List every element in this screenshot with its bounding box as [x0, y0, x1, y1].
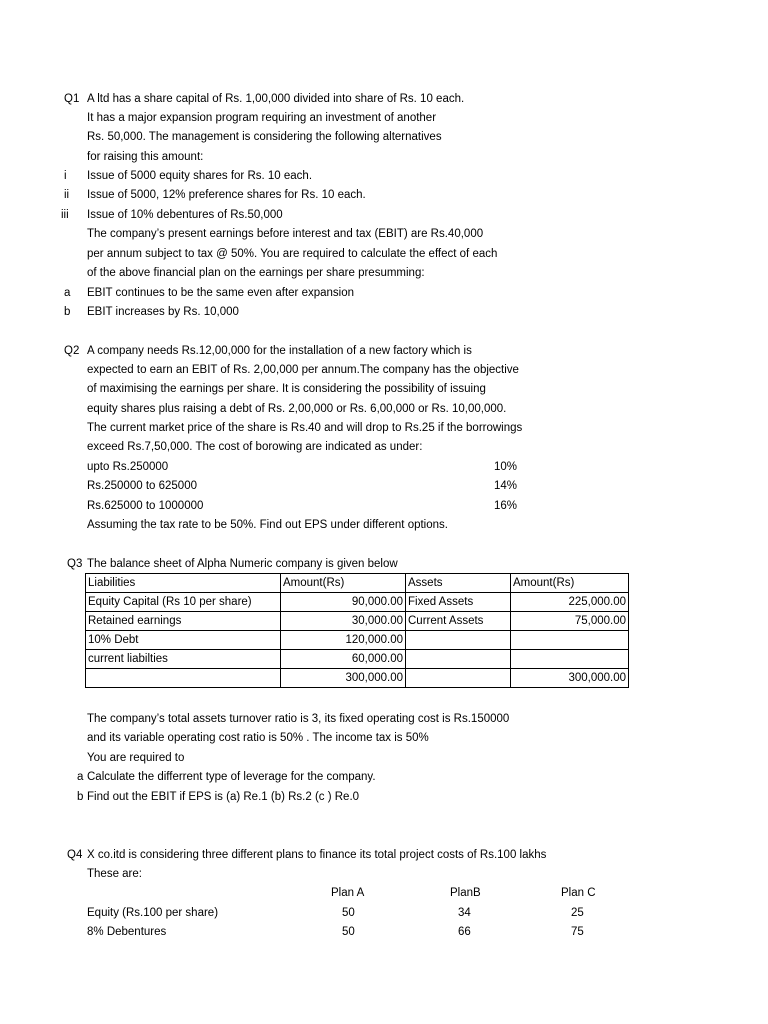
q2-rate-range: Rs.250000 to 625000	[87, 480, 197, 492]
table-row	[86, 650, 629, 669]
q4-value: 50	[342, 907, 355, 919]
q1-line: A ltd has a share capital of Rs. 1,00,000 divided into share of Rs. 10 each.	[87, 93, 465, 105]
table-row	[86, 593, 629, 612]
q2-line: of maximising the earnings per share. It is considering the possibility of issuing	[87, 383, 486, 395]
q1-case-marker: a	[64, 287, 71, 299]
q3-body-line: You are required to	[87, 752, 185, 764]
q3-part-marker: a	[77, 771, 84, 783]
q3-part: Find out the EBIT if EPS is (a) Re.1 (b) Rs.2 (c ) Re.0	[87, 791, 360, 803]
q2-label: Q2	[64, 345, 80, 357]
table-cell: 60,000.00	[281, 650, 406, 669]
q1-body-line: of the above financial plan on the earnings per share presumming:	[87, 267, 425, 279]
q2-line: The current market price of the share is Rs.40 and will drop to Rs.25 if the borrowings	[87, 422, 523, 434]
table-header: Amount(Rs)	[281, 574, 406, 593]
q4-label: Q4	[67, 849, 83, 861]
table-cell: Retained earnings	[86, 612, 281, 631]
table-cell	[511, 631, 629, 650]
q4-value: 75	[571, 926, 584, 938]
balance-sheet-table	[85, 573, 629, 688]
table-cell: 30,000.00	[281, 612, 406, 631]
q1-line: for raising this amount:	[87, 151, 204, 163]
table-header: Liabilities	[86, 574, 281, 593]
q4-plan-header: PlanB	[450, 887, 481, 899]
table-cell: Current Assets	[406, 612, 511, 631]
q3-label: Q3	[67, 558, 83, 570]
q2-line: exceed Rs.7,50,000. The cost of borowing are indicated as under:	[87, 441, 423, 453]
table-cell	[511, 650, 629, 669]
q1-option-marker: i	[64, 170, 67, 182]
q1-option: Issue of 10% debentures of Rs.50,000	[87, 209, 283, 221]
q2-line: expected to earn an EBIT of Rs. 2,00,000 per annum.The company has the objective	[87, 364, 519, 376]
table-cell: Equity Capital (Rs 10 per share)	[86, 593, 281, 612]
q4-value: 66	[458, 926, 471, 938]
q4-intro: X co.itd is considering three different plans to finance its total project costs of Rs.100 lakhs	[87, 849, 547, 861]
table-cell	[86, 669, 281, 688]
table-header: Amount(Rs)	[511, 574, 629, 593]
q2-rate-range: Rs.625000 to 1000000	[87, 500, 204, 512]
q4-value: 34	[458, 907, 471, 919]
q2-rate-value: 14%	[494, 480, 518, 492]
q4-plan-header: Plan C	[561, 887, 596, 899]
table-header: Assets	[406, 574, 511, 593]
table-cell: 300,000.00	[281, 669, 406, 688]
table-cell: Fixed Assets	[406, 593, 511, 612]
q4-value: 50	[342, 926, 355, 938]
table-header-row	[86, 574, 629, 593]
table-total-row	[86, 669, 629, 688]
q3-body-line: and its variable operating cost ratio is 50% . The income tax is 50%	[87, 732, 429, 744]
q1-option: Issue of 5000 equity shares for Rs. 10 each.	[87, 170, 313, 182]
q3-part-marker: b	[77, 791, 84, 803]
table-cell: current liabilties	[86, 650, 281, 669]
q1-case-marker: b	[64, 306, 71, 318]
q2-rate-value: 16%	[494, 500, 518, 512]
table-row	[86, 612, 629, 631]
table-cell: 90,000.00	[281, 593, 406, 612]
table-cell	[406, 631, 511, 650]
q2-line: equity shares plus raising a debt of Rs. 2,00,000 or Rs. 6,00,000 or Rs. 10,00,000.	[87, 403, 507, 415]
q3-body-line: The company’s total assets turnover ratio is 3, its fixed operating cost is Rs.150000	[87, 713, 510, 725]
table-cell: 120,000.00	[281, 631, 406, 650]
q4-plan-header: Plan A	[331, 887, 365, 899]
q1-label: Q1	[64, 93, 80, 105]
table-cell	[406, 669, 511, 688]
q1-option: Issue of 5000, 12% preference shares for Rs. 10 each.	[87, 189, 366, 201]
q2-rate-value: 10%	[494, 461, 518, 473]
q1-case: EBIT increases by Rs. 10,000	[87, 306, 239, 318]
table-cell: 300,000.00	[511, 669, 629, 688]
table-row	[86, 631, 629, 650]
q4-row-label: 8% Debentures	[87, 926, 167, 938]
table-cell: 75,000.00	[511, 612, 629, 631]
q2-closing: Assuming the tax rate to be 50%. Find out EPS under different options.	[87, 519, 448, 531]
table-cell: 225,000.00	[511, 593, 629, 612]
q4-row-label: Equity (Rs.100 per share)	[87, 907, 219, 919]
q3-part: Calculate the differrent type of leverage for the company.	[87, 771, 376, 783]
q1-option-marker: iii	[61, 209, 69, 221]
q4-sub: These are:	[87, 868, 142, 880]
q2-rate-range: upto Rs.250000	[87, 461, 169, 473]
q3-intro: The balance sheet of Alpha Numeric company is given below	[87, 558, 398, 570]
q1-option-marker: ii	[64, 189, 70, 201]
q2-line: A company needs Rs.12,00,000 for the installation of a new factory which is	[87, 345, 472, 357]
q1-line: It has a major expansion program requiring an investment of another	[87, 112, 437, 124]
q4-value: 25	[571, 907, 584, 919]
q1-line: Rs. 50,000. The management is considering the following alternatives	[87, 131, 442, 143]
q1-case: EBIT continues to be the same even after expansion	[87, 287, 355, 299]
table-cell	[406, 650, 511, 669]
table-cell: 10% Debt	[86, 631, 281, 650]
q1-body-line: per annum subject to tax @ 50%. You are required to calculate the effect of each	[87, 248, 498, 260]
q1-body-line: The company’s present earnings before interest and tax (EBIT) are Rs.40,000	[87, 228, 484, 240]
